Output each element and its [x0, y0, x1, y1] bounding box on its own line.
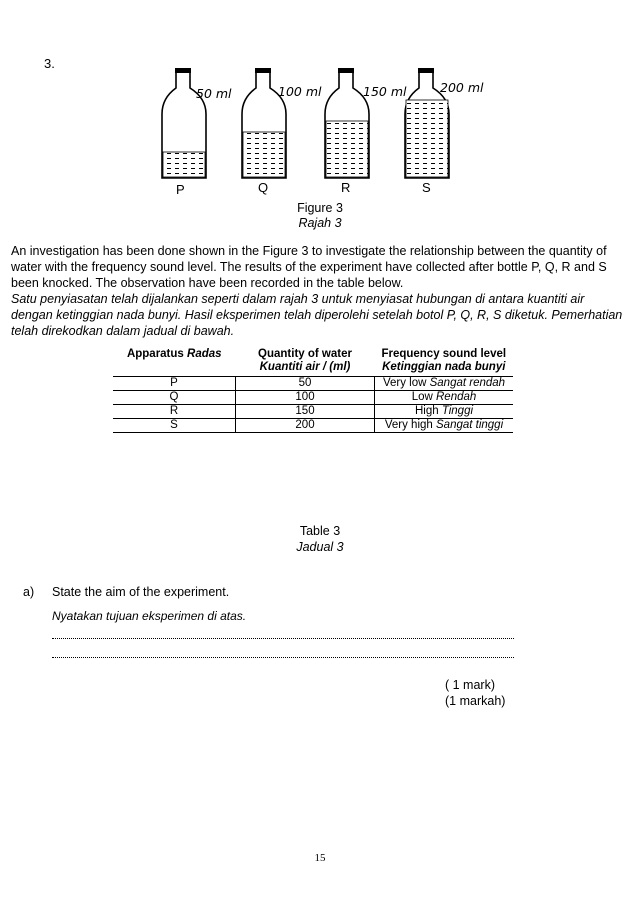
volume-label-p: 50 ml: [196, 86, 232, 101]
cell-frequency: Very high Sangat tinggi: [375, 419, 514, 433]
cell-apparatus: P: [113, 377, 236, 391]
figure-caption: [240, 201, 400, 231]
question-a-marks: [445, 677, 505, 709]
table-row: [113, 419, 513, 433]
header-quantity: Quantity of water Kuantiti air / (ml): [236, 346, 375, 377]
question-a-text-en: State the aim of the experiment.: [52, 585, 230, 599]
cell-quantity: 200: [236, 419, 375, 433]
answer-line-2[interactable]: [52, 655, 514, 658]
bottle-q-water: [243, 132, 285, 177]
cell-frequency: High Tinggi: [375, 405, 514, 419]
cell-apparatus: R: [113, 405, 236, 419]
question-number: 3.: [44, 56, 55, 71]
table-row: [113, 391, 513, 405]
table-caption-en: Table 3: [299, 524, 341, 538]
marks-en: ( 1 mark): [445, 678, 495, 692]
question-paragraph: [11, 243, 626, 339]
table-header-row: [113, 346, 513, 377]
bottle-label-r: R: [341, 180, 351, 195]
table-caption: [240, 523, 400, 555]
page-number: 15: [314, 852, 326, 864]
volume-label-r: 150 ml: [363, 84, 407, 99]
paragraph-my: Satu penyiasatan telah dijalankan seperti dalam rajah 3 untuk menyiasat hubungan di antara kuantiti air dengan ketinggian nada bunyi. Hasil eksperimen telah diperolehi setelah botol P, Q, R, S diketuk. Pemerhatian telah direkodkan dalam jadual di bawah.: [11, 292, 623, 338]
bottle-p: [162, 68, 206, 178]
bottle-s-water: [406, 100, 448, 177]
answer-line-1[interactable]: [52, 636, 514, 639]
header-apparatus: Apparatus Radas: [113, 346, 236, 377]
bottle-label-s: S: [422, 180, 431, 195]
cell-frequency: Low Rendah: [375, 391, 514, 405]
volume-label-s: 200 ml: [440, 80, 484, 95]
table-caption-my: Jadual 3: [296, 540, 344, 554]
paragraph-en: An investigation has been done shown in the Figure 3 to investigate the relationship between the quantity of water with the frequency sound level. The results of the experiment have collected after bottle P, Q, R and S been knocked. The observation have been recorded in the table below.: [11, 244, 607, 290]
cell-apparatus: S: [113, 419, 236, 433]
bottle-label-q: Q: [258, 180, 269, 195]
marks-my: (1 markah): [445, 694, 506, 708]
header-frequency: Frequency sound level Ketinggian nada bunyi: [375, 346, 514, 377]
question-a-label: a): [23, 585, 35, 599]
bottle-r-water: [326, 121, 368, 177]
cell-quantity: 100: [236, 391, 375, 405]
bottle-label-p: P: [176, 182, 185, 196]
observation-table: [113, 346, 513, 433]
table-row: [113, 377, 513, 391]
question-a-text-my: Nyatakan tujuan eksperimen di atas.: [52, 609, 247, 623]
cell-quantity: 150: [236, 405, 375, 419]
table-row: [113, 405, 513, 419]
figure-caption-en: Figure 3: [297, 201, 343, 215]
cell-quantity: 50: [236, 377, 375, 391]
volume-label-q: 100 ml: [278, 84, 322, 99]
cell-apparatus: Q: [113, 391, 236, 405]
figure-caption-my: Rajah 3: [298, 216, 342, 230]
figure-bottles: [150, 66, 500, 196]
cell-frequency: Very low Sangat rendah: [375, 377, 514, 391]
bottle-p-water: [163, 152, 205, 177]
